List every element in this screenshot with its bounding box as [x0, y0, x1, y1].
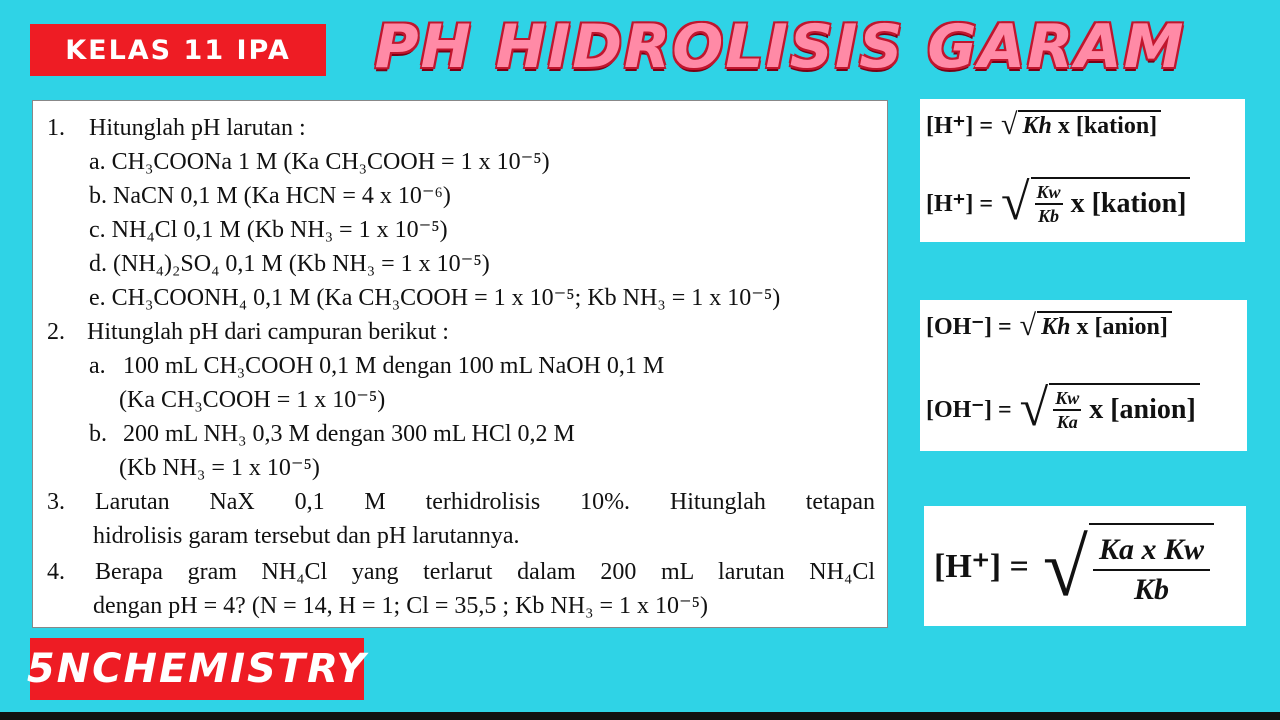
combined-formula-box — [924, 506, 1246, 626]
square-root: √ Kh x [anion] — [1020, 311, 1172, 341]
question-1-item-e: e. CH₃COONH₄ 0,1 M (Ka CH₃COOH = 1 x 10⁻⁵; Kb NH₃ = 1 x 10⁻⁵) — [89, 285, 781, 311]
square-root: √ $\frac{Kw}{Ka}$ x [anion] — [1020, 383, 1200, 435]
fraction: $\frac{Kw}{Kb}$ — [1036, 182, 1061, 226]
combined-formula: [H⁺] = √ $\frac{\text{Ka x Kw}}{Kb}$ — [934, 514, 1214, 618]
bottom-border — [0, 712, 1280, 720]
question-1-item-d: d. (NH₄)₂SO₄ 0,1 M (Kb NH₃ = 1 x 10⁻⁵) — [89, 251, 490, 277]
question-text: Larutan NaX 0,1 M terhidrolisis 10%. Hitunglah tetapan — [95, 489, 875, 515]
question-2 — [33, 315, 887, 349]
question-1-item-a: a. CH₃COONa 1 M (Ka CH₃COOH = 1 x 10⁻⁵) — [89, 149, 550, 175]
cation-formula-kh: [H⁺] = √ Kh x [kation] — [926, 105, 1161, 145]
question-1 — [33, 111, 887, 145]
cation-formula-box — [920, 99, 1245, 242]
question-4-cont: dengan pH = 4? (N = 14, H = 1; Cl = 35,5 ; Kb NH₃ = 1 x 10⁻⁵) — [93, 593, 709, 619]
channel-badge: 5NCHEMISTRY — [30, 638, 364, 700]
question-text: Hitunglah pH larutan : — [89, 115, 306, 141]
question-number: 4. — [47, 559, 65, 585]
question-2-item-b-cont: (Kb NH₃ = 1 x 10⁻⁵) — [119, 455, 320, 481]
question-number: 2. — [47, 319, 65, 345]
question-4 — [33, 555, 887, 589]
question-text: Hitunglah pH dari campuran berikut : — [87, 319, 449, 345]
class-badge: KELAS 11 IPA — [30, 24, 326, 76]
question-1-item-b: b. NaCN 0,1 M (Ka HCN = 4 x 10⁻⁶) — [89, 183, 451, 209]
question-1-item-c: c. NH₄Cl 0,1 M (Kb NH₃ = 1 x 10⁻⁵) — [89, 217, 448, 243]
question-3 — [33, 485, 887, 519]
square-root: √ $\frac{Kw}{Kb}$ x [kation] — [1001, 177, 1190, 229]
page-title: PH HIDROLISIS GARAM — [374, 12, 1186, 82]
anion-formula-box — [920, 300, 1247, 451]
question-number: 1. — [47, 115, 65, 141]
question-number: 3. — [47, 489, 65, 515]
fraction: $\frac{\text{Ka x Kw}}{Kb}$ — [1093, 531, 1210, 609]
square-root: √ Kh x [kation] — [1001, 110, 1161, 140]
anion-formula-kh: [OH⁻] = √ Kh x [anion] — [926, 306, 1172, 346]
question-text: Berapa gram NH₄Cl yang terlarut dalam 200 mL larutan NH₄Cl — [95, 559, 875, 585]
question-3-cont: hidrolisis garam tersebut dan pH larutannya. — [93, 523, 520, 549]
square-root: √ $\frac{\text{Ka x Kw}}{Kb}$ — [1043, 523, 1214, 609]
fraction: $\frac{Kw}{Ka}$ — [1055, 388, 1080, 432]
cation-formula-kw-kb: [H⁺] = √ $\frac{Kw}{Kb}$ x [kation] — [926, 171, 1190, 235]
anion-formula-kw-ka: [OH⁻] = √ $\frac{Kw}{Ka}$ x [anion] — [926, 376, 1200, 442]
problem-sheet — [32, 100, 888, 628]
question-2-item-a-cont: (Ka CH₃COOH = 1 x 10⁻⁵) — [119, 387, 386, 413]
question-2-item-a: a. 100 mL CH₃COOH 0,1 M dengan 100 mL NaOH 0,1 M — [89, 353, 665, 379]
question-2-item-b: b. 200 mL NH₃ 0,3 M dengan 300 mL HCl 0,2 M — [89, 421, 575, 447]
